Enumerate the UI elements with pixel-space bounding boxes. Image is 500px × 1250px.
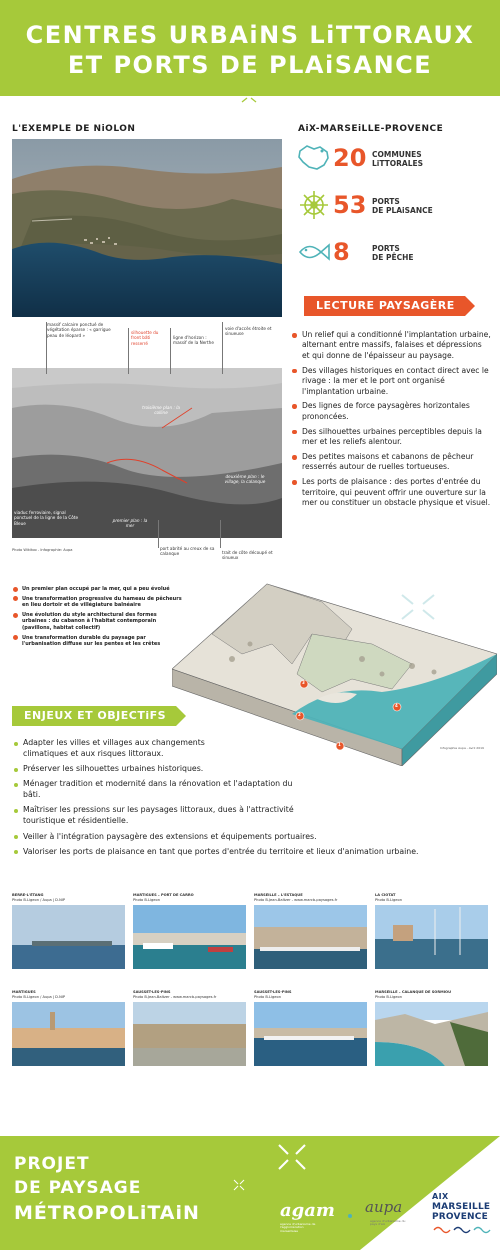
stat-row bbox=[297, 190, 497, 228]
gallery-photo bbox=[133, 905, 246, 969]
legend-item: Une évolution du style architectural des formes urbaines : du cabanon à l'habitat contemporain (pavillons, habitat collectif) bbox=[13, 612, 183, 632]
sketch-note: viaduc ferroviaire, signal ponctuel de la ligne de la Côte Bleue bbox=[14, 510, 79, 526]
legend-item: Un premier plan occupé par la mer, qui a peu évolué bbox=[13, 586, 183, 593]
legend-item: Une transformation durable du paysage par l'urbanisation diffuse sur les pentes et les crêtes bbox=[13, 635, 183, 648]
stat-row bbox=[297, 237, 497, 275]
gallery-caption: BERRE-L'ÉTANG Photo B.Ligeon / Aupa | D.NIP bbox=[12, 893, 66, 902]
list-item: Maîtriser les pressions sur les paysages littoraux, dues à l'attractivité touristique et résidentielle. bbox=[14, 805, 314, 827]
block-credit: Infographie Aupa - Avril 2019 bbox=[440, 746, 484, 750]
footer-title-line3: MÉTROPOLiTAiN bbox=[14, 1202, 200, 1224]
sparkle-icon bbox=[232, 1179, 246, 1191]
sketch-note: premier plan : la mer bbox=[112, 518, 148, 529]
list-item: Des villages historiques en contact direct avec le rivage : la mer et le port ont organisé l'implantation urbaine. bbox=[291, 366, 491, 397]
gallery-item bbox=[254, 990, 367, 1066]
page-footer bbox=[0, 1136, 500, 1250]
gallery-item bbox=[12, 893, 125, 969]
gallery-photo bbox=[12, 905, 125, 969]
note-leader-line bbox=[170, 328, 171, 374]
fish-icon bbox=[297, 239, 331, 265]
gallery-item bbox=[375, 990, 488, 1066]
gallery-photo bbox=[375, 1002, 488, 1066]
photo-credit: Photo Wikitoo - Infographie: Aupa bbox=[12, 548, 73, 552]
list-item: Valoriser les ports de plaisance en tant que portes d'entrée du territoire et lieux d'animation urbaine. bbox=[14, 847, 484, 858]
stat-value: 20 bbox=[333, 144, 367, 172]
list-item: Un relief qui a conditionné l'implantation urbaine, alternant entre massifs, falaises et dépressions et qui donne de l'épaisseur au paysage. bbox=[291, 330, 491, 361]
stat-label: COMMUNES LiTTORALES bbox=[372, 150, 424, 168]
stat-row bbox=[297, 143, 497, 181]
gallery-caption: SAUSSET-LES-PINS Photo B.Ligeon bbox=[254, 990, 292, 999]
gallery-caption: MARTIGUES – PORT DE CARRO Photo B.Ligeon bbox=[133, 893, 194, 902]
note-leader-line bbox=[128, 328, 129, 374]
list-item: Ménager tradition et modernité dans la rénovation et l'adaptation du bâti. bbox=[14, 779, 304, 801]
sketch-note: silhouette du front bâti resserré bbox=[131, 330, 159, 346]
page-title-line1: CENTRES URBAiNS LiTTORAUX bbox=[25, 21, 475, 49]
niolon-title: L'EXEMPLE DE NiOLON bbox=[12, 124, 136, 134]
gallery-item bbox=[254, 893, 367, 969]
gallery-caption: LA CIOTAT Photo B.Ligeon bbox=[375, 893, 402, 902]
aupa-logo-mark-icon bbox=[345, 1202, 365, 1220]
amp-logo-wave-icon bbox=[432, 1224, 492, 1234]
lecture-badge: LECTURE PAYSAGÈRE bbox=[304, 296, 465, 316]
gallery-photo bbox=[375, 905, 488, 969]
list-item: Préserver les silhouettes urbaines historiques. bbox=[14, 764, 484, 775]
list-item: Des silhouettes urbaines perceptibles depuis la mer et les reliefs alentour. bbox=[291, 427, 491, 448]
aupa-logo: aupa bbox=[365, 1198, 403, 1216]
lecture-list bbox=[291, 330, 491, 513]
agam-logo-tagline: agence d'urbanisme de l'agglomération marseillaise bbox=[280, 1222, 316, 1233]
list-item: Veiller à l'intégration paysagère des extensions et équipements portuaires. bbox=[14, 832, 484, 843]
sketch-note: trait de côte découpé et sinueux bbox=[222, 550, 273, 561]
aupa-logo-tagline: agence d'urbanisme du pays d'aix bbox=[370, 1219, 406, 1227]
gallery-item bbox=[375, 893, 488, 969]
page-header bbox=[0, 0, 500, 96]
list-item: Des petites maisons et cabanons de pêcheur resserrés autour de ruelles tortueuses. bbox=[291, 452, 491, 473]
list-item: Adapter les villes et villages aux changements climatiques et aux risques littoraux. bbox=[14, 738, 219, 760]
marker-label: 2 bbox=[298, 712, 301, 717]
stat-label: PORTS DE PLAiSANCE bbox=[372, 197, 433, 215]
gallery-caption: SAUSSET-LES-PINS Photo B.Jean-Baltzer - www.marcb-paysages.fr bbox=[133, 990, 217, 999]
sketch-note: ligne d'horizon : massif de la Nerthe bbox=[173, 335, 214, 346]
gallery-item bbox=[12, 990, 125, 1066]
page-title-line2: ET PORTS DE PLAiSANCE bbox=[67, 51, 433, 79]
footer-title-line2: DE PAYSAGE bbox=[14, 1178, 142, 1198]
footer-title-line1: PROJET bbox=[14, 1154, 90, 1174]
sparkle-icon bbox=[238, 88, 260, 104]
note-leader-line bbox=[220, 520, 221, 548]
block-diagram-legend bbox=[13, 586, 183, 651]
agam-logo: agam bbox=[280, 1200, 335, 1221]
gallery-caption: MARSEILLE – L'ESTAQUE Photo B.Jean-Baltzer - www.marcb-paysages.fr bbox=[254, 893, 338, 902]
ship-wheel-icon bbox=[299, 190, 329, 220]
stat-label: PORTS DE PÊCHE bbox=[372, 244, 414, 262]
sparkle-icon bbox=[274, 1142, 310, 1172]
gallery-photo bbox=[254, 1002, 367, 1066]
gallery-photo bbox=[12, 1002, 125, 1066]
enjeux-badge: ENJEUX ET OBJECTiFS bbox=[12, 706, 176, 726]
sketch-note: port abrité au creux de sa calanque bbox=[160, 546, 215, 557]
note-leader-line bbox=[158, 520, 159, 548]
marker-label: 3 bbox=[302, 680, 305, 685]
gallery-photo bbox=[254, 905, 367, 969]
sketch-note: troisième plan : la colline bbox=[142, 405, 180, 416]
gallery-item bbox=[133, 990, 246, 1066]
enjeux-list bbox=[14, 738, 484, 862]
gallery-item bbox=[133, 893, 246, 969]
sketch-note: massif calcaire ponctué de végétation éparse : « garrigue peau de léopard » bbox=[47, 322, 111, 338]
stat-value: 53 bbox=[333, 191, 367, 219]
niolon-aerial-photo bbox=[12, 139, 282, 317]
gallery-caption: MARTIGUES Photo B.Ligeon / Aupa | D.NIP bbox=[12, 990, 66, 999]
marker-label: 4 bbox=[395, 703, 398, 708]
legend-item: Une transformation progressive du hameau de pêcheurs en lieu dortoir et de villégiature balnéaire bbox=[13, 596, 183, 609]
sketch-note: voie d'accès étroite et sinueuse bbox=[225, 326, 272, 337]
list-item: Des lignes de force paysagères horizontales prononcées. bbox=[291, 401, 491, 422]
marker-label: 1 bbox=[338, 742, 341, 747]
list-item: Les ports de plaisance : des portes d'entrée du territoire, qui peuvent offrir une ouverture sur la mer ou constituer un obstacle physique et visuel. bbox=[291, 477, 491, 508]
sketch-note: deuxième plan : le village, la calanque bbox=[224, 474, 266, 485]
stat-value: 8 bbox=[333, 238, 350, 266]
gallery-photo bbox=[133, 1002, 246, 1066]
map-icon bbox=[297, 143, 331, 173]
note-leader-line bbox=[222, 322, 223, 374]
amp-title: AiX-MARSEiLLE-PROVENCE bbox=[298, 124, 444, 134]
gallery-caption: MARSEILLE – CALANQUE DE SORMIOU Photo B.Ligeon bbox=[375, 990, 452, 999]
amp-logo: AIX MARSEILLE PROVENCE bbox=[432, 1192, 491, 1222]
